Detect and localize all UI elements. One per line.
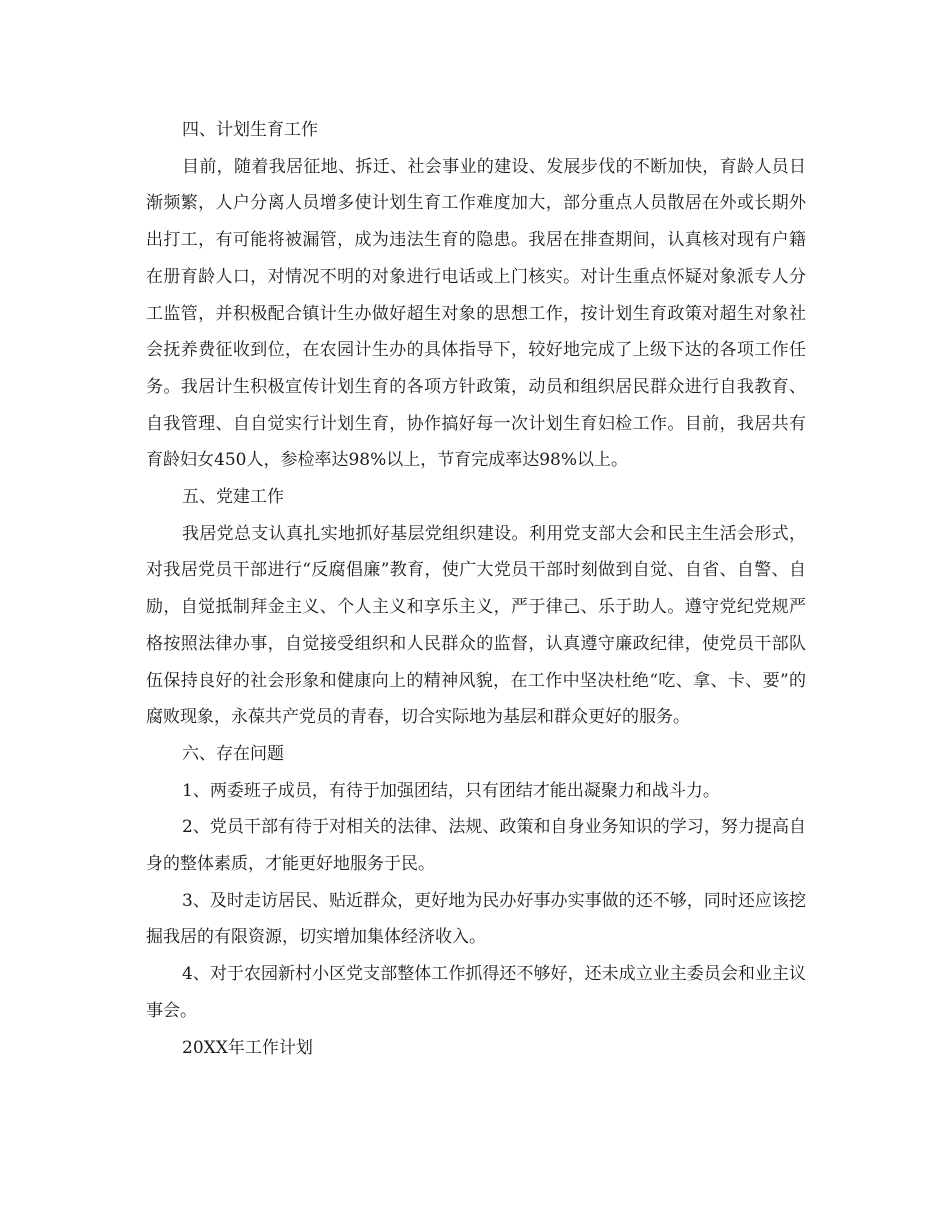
paragraph-family-planning: 目前，随着我居征地、拆迁、社会事业的建设、发展步伐的不断加快，育龄人员日渐频繁，人户分离人员增多使计划生育工作难度加大，部分重点人员散居在外或长期外出打工，有可能将被漏管，成为违法生育的隐患。我居在排查期间，认真核对现有户籍在册育龄人口，对情况不明的对象进行电话或上门核实。对计生重点怀疑对象派专人分工监管，并积极配合镇计生办做好超生对象的思想工作，按计划生育政策对超生对象社会抚养费征收到位，在农园计生办的具体指导下，较好地完成了上级下达的各项工作任务。我居计生积极宣传计划生育的各项方针政策，动员和组织居民群众进行自我教育、自我管理、自自觉实行计划生育，协作搞好每一次计划生育妇检工作。目前，我居共有育龄妇女450人，参检率达98%以上，节育完成率达98%以上。	[146, 156, 806, 471]
section-heading-family-planning: 四、计划生育工作	[182, 120, 318, 140]
section-heading-work-plan: 20XX年工作计划	[182, 1037, 313, 1058]
section-heading-existing-problems: 六、存在问题	[182, 743, 284, 764]
problem-item-1: 1、两委班子成员，有待于加强团结，只有团结才能出凝聚力和战斗力。	[182, 780, 720, 801]
problem-item-4: 4、对于农园新村小区党支部整体工作抓得还不够好，还未成立业主委员会和业主议事会。	[146, 964, 806, 1021]
paragraph-party-building: 我居党总支认真扎实地抓好基层党组织建设。利用党支部大会和民主生活会形式，对我居党员干部进行“反腐倡廉”教育，使广大党员干部时刻做到自觉、自省、自警、自励，自觉抵制拜金主义、个人主义和享乐主义，严于律己、乐于助人。遵守党纪党规严格按照法律办事，自觉接受组织和人民群众的监督，认真遵守廉政纪律，使党员干部队伍保持良好的社会形象和健康向上的精神风貌，在工作中坚决杜绝“吃、拿、卡、要”的腐败现象，永葆共产党员的青春，切合实际地为基层和群众更好的服务。	[146, 523, 806, 728]
problem-item-2: 2、党员干部有待于对相关的法律、法规、政策和自身业务知识的学习，努力提高自身的整体素质，才能更好地服务于民。	[146, 817, 806, 875]
section-heading-party-building: 五、党建工作	[182, 487, 284, 508]
document-page	[146, 112, 806, 1066]
problem-item-3: 3、及时走访居民、贴近群众，更好地为民办好事办实事做的还不够，同时还应该挖掘我居的有限资源，切实增加集体经济收入。	[146, 890, 806, 948]
